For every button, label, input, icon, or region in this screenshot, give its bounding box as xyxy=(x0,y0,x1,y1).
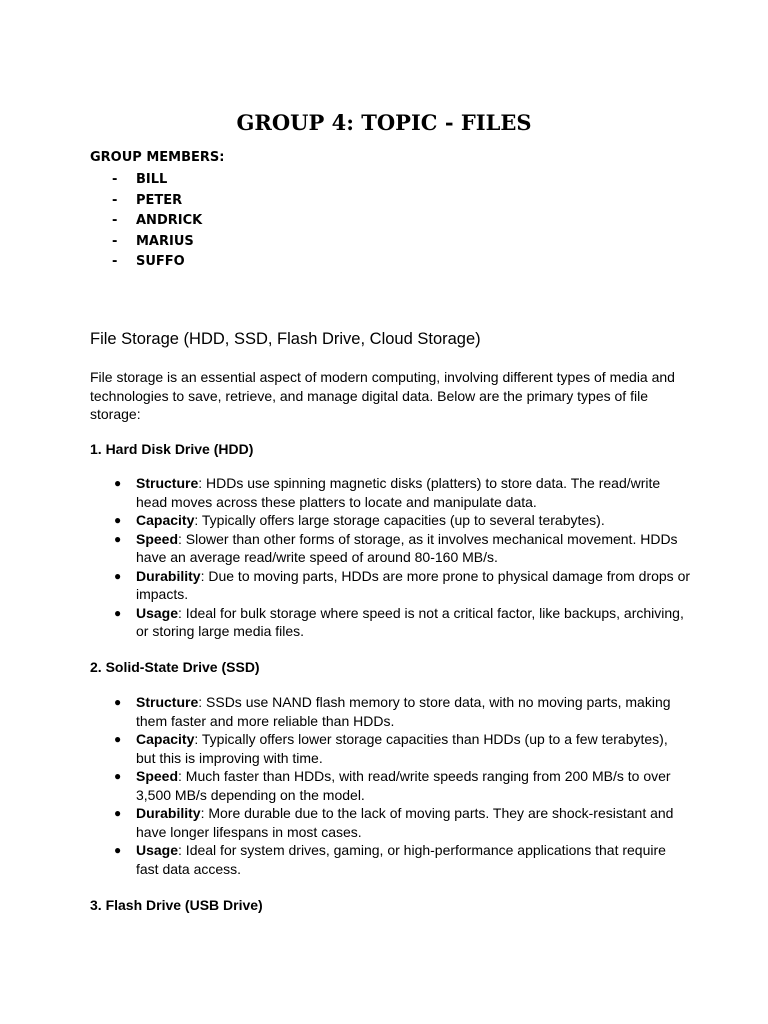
list-item xyxy=(90,804,690,841)
intro-paragraph: File storage is an essential aspect of modern computing, involving different types of media and technologies to save, retrieve, and manage digital data. Below are the primary types of file storage: xyxy=(90,369,675,422)
hdd-bullet-list xyxy=(90,474,690,641)
ssd-heading: 2. Solid-State Drive (SSD) xyxy=(90,659,260,675)
bullet-term: Durability xyxy=(136,567,201,584)
bullet-marker: ● xyxy=(114,769,122,783)
member-item xyxy=(90,211,202,232)
ssd-bullet-list xyxy=(90,693,690,878)
dash-marker: - xyxy=(112,254,118,269)
bullet-text: : Typically offers lower storage capacities than HDDs (up to a few terabytes), but this is improving with time. xyxy=(136,731,668,766)
member-name: BILL xyxy=(136,172,168,187)
bullet-marker: ● xyxy=(114,695,122,709)
bullet-term: Structure xyxy=(136,475,199,491)
dash-marker: - xyxy=(112,233,118,249)
dash-marker: - xyxy=(112,172,118,187)
list-item xyxy=(90,841,690,878)
bullet-marker: ● xyxy=(114,531,122,546)
dash-marker: - xyxy=(112,192,118,208)
bullet-text: : Typically offers large storage capacities (up to several terabytes). xyxy=(194,512,605,528)
bullet-term: Usage xyxy=(136,842,179,858)
bullet-term: Capacity xyxy=(136,512,195,528)
list-item xyxy=(90,567,690,604)
member-item xyxy=(90,232,202,253)
bullet-marker: ● xyxy=(114,806,122,820)
list-item xyxy=(90,474,690,511)
member-item xyxy=(90,170,202,191)
member-item xyxy=(90,191,202,212)
bullet-text: : HDDs use spinning magnetic disks (platters) to store data. The read/write head moves across these platters to locate and manipulate data. xyxy=(136,475,661,510)
bullet-marker: ● xyxy=(114,605,122,620)
bullet-term: Capacity xyxy=(136,731,195,747)
list-item xyxy=(90,530,690,567)
bullet-term: Speed xyxy=(136,530,179,547)
group-members-list xyxy=(90,170,202,273)
bullet-text: : More durable due to the lack of moving parts. They are shock-resistant and have longer lifespans in most cases. xyxy=(136,805,674,840)
member-name: MARIUS xyxy=(136,233,194,249)
bullet-marker: ● xyxy=(114,513,122,527)
member-name: PETER xyxy=(136,192,183,208)
dash-marker: - xyxy=(112,213,118,228)
document-title: GROUP 4: TOPIC - FILES xyxy=(236,110,532,135)
bullet-term: Usage xyxy=(136,604,179,621)
list-item xyxy=(90,604,690,641)
member-item xyxy=(90,252,202,273)
bullet-marker: ● xyxy=(114,843,122,857)
list-item xyxy=(90,511,690,530)
bullet-term: Structure xyxy=(136,694,199,710)
list-item xyxy=(90,730,690,767)
member-name: ANDRICK xyxy=(136,213,203,228)
group-members-heading: GROUP MEMBERS: xyxy=(90,150,225,165)
bullet-text: : Slower than other forms of storage, as it involves mechanical movement. HDDs have an average read/write speed of around 80-160 MB/s. xyxy=(136,530,678,565)
bullet-text: : Ideal for bulk storage where speed is not a critical factor, like backups, archiving, or storing large media files. xyxy=(136,604,684,639)
flash-drive-heading: 3. Flash Drive (USB Drive) xyxy=(90,897,263,913)
bullet-term: Speed xyxy=(136,768,179,784)
list-item xyxy=(90,693,690,730)
member-name: SUFFO xyxy=(136,254,185,269)
bullet-text: : Due to moving parts, HDDs are more prone to physical damage from drops or impacts. xyxy=(136,567,691,602)
hdd-heading: 1. Hard Disk Drive (HDD) xyxy=(90,441,254,457)
bullet-marker: ● xyxy=(114,568,122,583)
bullet-term: Durability xyxy=(136,805,201,821)
bullet-marker: ● xyxy=(114,476,122,490)
bullet-text: : Ideal for system drives, gaming, or high-performance applications that require fast data access. xyxy=(136,842,666,877)
bullet-marker: ● xyxy=(114,732,122,746)
list-item xyxy=(90,767,690,804)
bullet-text: : Much faster than HDDs, with read/write speeds ranging from 200 MB/s to over 3,500 MB/s depending on the model. xyxy=(136,768,671,803)
bullet-text: : SSDs use NAND flash memory to store data, with no moving parts, making them faster and more reliable than HDDs. xyxy=(136,694,671,729)
file-storage-heading: File Storage (HDD, SSD, Flash Drive, Cloud Storage) xyxy=(90,330,481,348)
